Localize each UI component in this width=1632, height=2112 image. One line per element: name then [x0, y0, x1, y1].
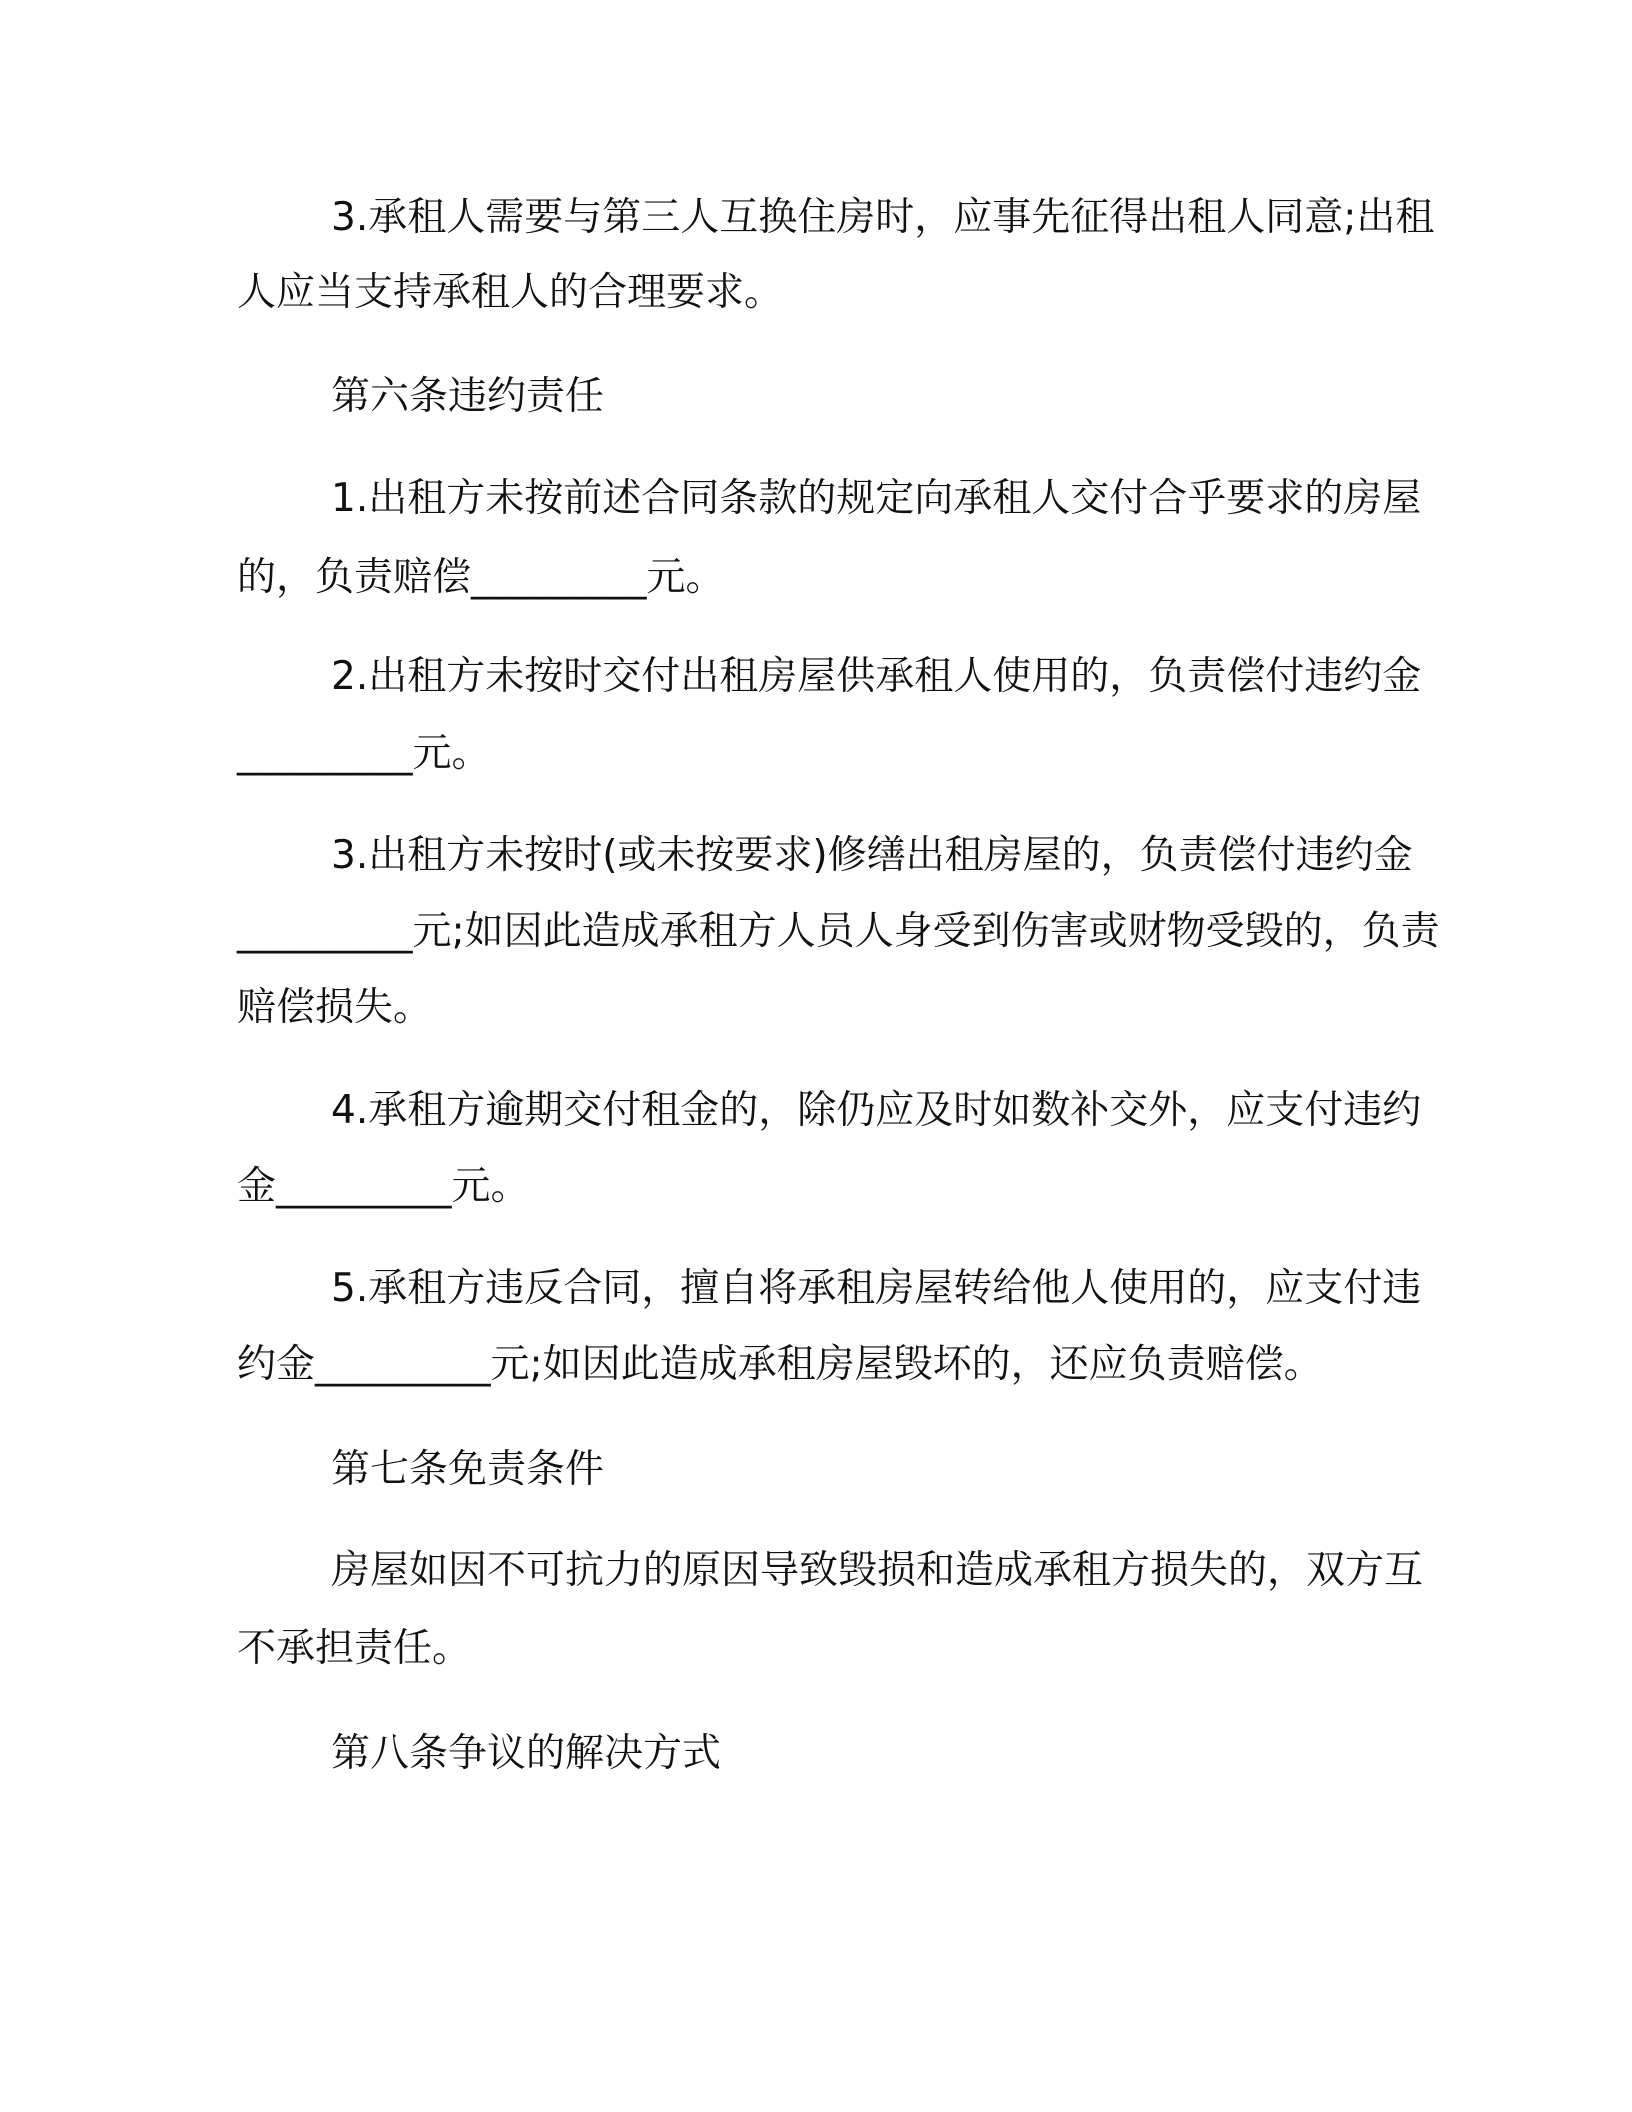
clause-6-3-line-3: 赔偿损失。 [237, 985, 433, 1030]
article-6-heading: 第六条违约责任 [331, 374, 605, 419]
clause-6-1-line-1: 1.出租方未按前述合同条款的规定向承租人交付合乎要求的房屋 [331, 476, 1422, 521]
clause-6-2-line-1: 2.出租方未按时交付出租房屋供承租人使用的，负责偿付违约金 [331, 654, 1422, 699]
clause-6-3-line-2: _________元;如因此造成承租方人员人身受到伤害或财物受毁的，负责 [237, 909, 1440, 954]
clause-6-1-line-2: 的，负责赔偿_________元。 [237, 555, 725, 600]
clause-6-5-line-1: 5.承租方违反合同，擅自将承租房屋转给他人使用的，应支付违 [331, 1266, 1422, 1311]
article-7-heading: 第七条免责条件 [331, 1447, 605, 1492]
clause-5-3-line-1: 3.承租人需要与第三人互换住房时，应事先征得出租人同意;出租 [331, 195, 1435, 240]
clause-6-2-line-2: _________元。 [237, 731, 491, 776]
article-7-body-line-2: 不承担责任。 [237, 1626, 472, 1671]
clause-6-4-line-1: 4.承租方逾期交付租金的，除仍应及时如数补交外，应支付违约 [331, 1088, 1422, 1133]
clause-6-4-line-2: 金_________元。 [237, 1164, 530, 1209]
clause-5-3-line-2: 人应当支持承租人的合理要求。 [237, 270, 784, 315]
article-7-body-line-1: 房屋如因不可抗力的原因导致毁损和造成承租方损失的，双方互 [331, 1548, 1424, 1593]
clause-6-3-line-1: 3.出租方未按时(或未按要求)修缮出租房屋的，负责偿付违约金 [331, 833, 1413, 878]
article-8-heading: 第八条争议的解决方式 [331, 1731, 722, 1776]
clause-6-5-line-2: 约金_________元;如因此造成承租房屋毁坏的，还应负责赔偿。 [237, 1342, 1323, 1387]
